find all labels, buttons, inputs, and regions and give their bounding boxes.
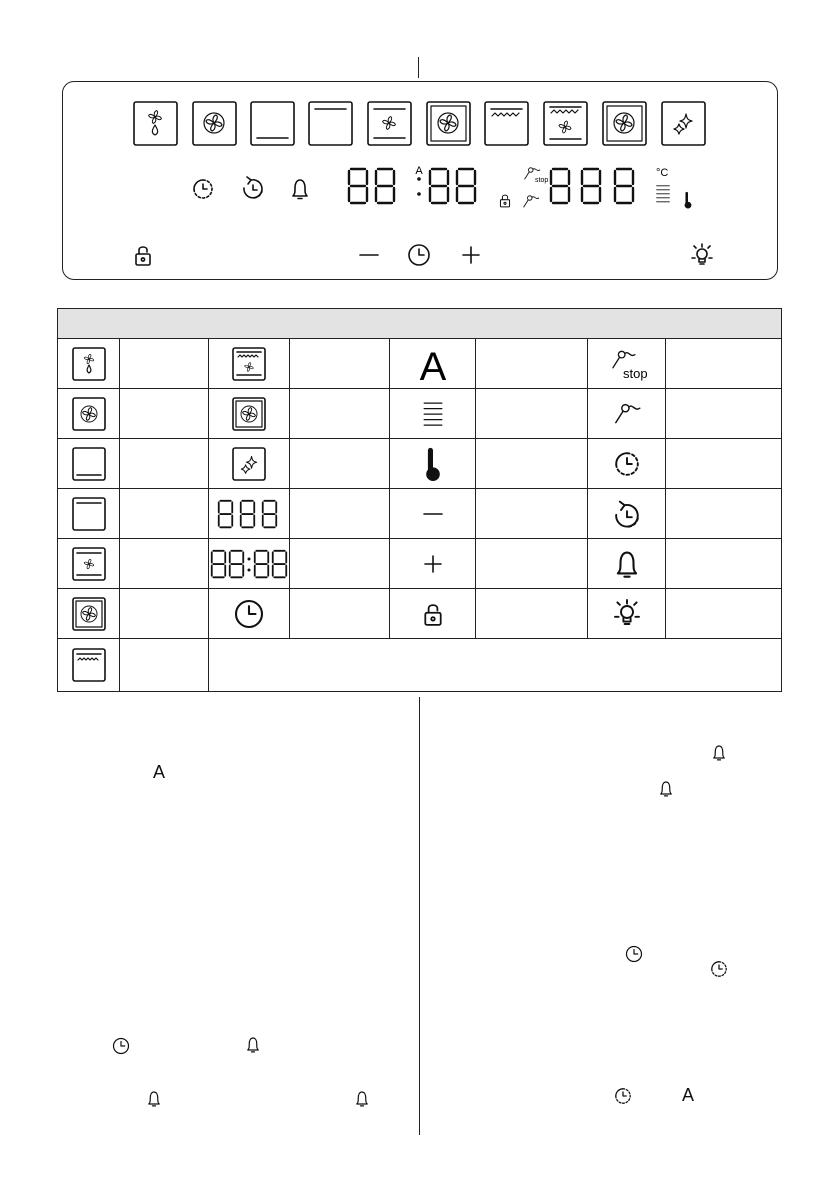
bell-icon bbox=[293, 180, 307, 199]
legend-desc bbox=[120, 439, 209, 489]
legend-desc bbox=[666, 439, 782, 489]
legend-desc bbox=[120, 389, 209, 439]
legend-desc bbox=[666, 589, 782, 639]
grill-icon[interactable] bbox=[485, 102, 528, 145]
fan-moist-icon[interactable] bbox=[134, 102, 177, 145]
inline-bell-icon bbox=[243, 1033, 263, 1057]
legend-desc bbox=[476, 539, 588, 589]
legend-note bbox=[209, 639, 782, 692]
legend-desc bbox=[666, 539, 782, 589]
inline-clock-icon bbox=[111, 1035, 131, 1057]
inline-bell-icon bbox=[352, 1087, 372, 1111]
probe-icon bbox=[524, 196, 539, 207]
legend-end-timer-icon bbox=[588, 489, 666, 539]
duration-timer-icon bbox=[194, 180, 212, 198]
small-lock-icon bbox=[500, 195, 509, 207]
clock-icon[interactable] bbox=[409, 245, 429, 265]
legend-desc bbox=[120, 339, 209, 389]
legend-header bbox=[58, 309, 782, 339]
legend-fan-moist-icon bbox=[58, 339, 120, 389]
legend-lock-icon bbox=[390, 589, 476, 639]
legend-desc bbox=[290, 539, 390, 589]
symbol-legend-table bbox=[57, 308, 781, 695]
level-bars-icon bbox=[657, 186, 670, 202]
legend-desc bbox=[476, 389, 588, 439]
legend-clock-icon bbox=[209, 589, 290, 639]
top-heat-icon[interactable] bbox=[309, 102, 352, 145]
legend-desc bbox=[290, 439, 390, 489]
bottom-heat-icon[interactable] bbox=[251, 102, 294, 145]
svg-text:stop: stop bbox=[622, 365, 648, 381]
inline-auto-letter: A bbox=[153, 762, 166, 782]
legend-desc bbox=[666, 489, 782, 539]
legend-desc bbox=[290, 489, 390, 539]
inline-duration-timer-icon bbox=[612, 1085, 634, 1107]
legend-fan-ring-heat-icon bbox=[209, 389, 290, 439]
inline-bell-icon bbox=[144, 1087, 164, 1111]
hot-air-icon[interactable] bbox=[193, 102, 236, 145]
legend-desc bbox=[476, 489, 588, 539]
fan-ring-icon[interactable] bbox=[427, 102, 470, 145]
legend-desc bbox=[476, 339, 588, 389]
panel-reference-line bbox=[418, 57, 419, 78]
legend-sparkle-clean-icon bbox=[209, 439, 290, 489]
legend-desc bbox=[290, 589, 390, 639]
legend-bell-icon bbox=[588, 539, 666, 589]
auto-marker: A bbox=[415, 165, 423, 177]
legend-probe-icon bbox=[588, 389, 666, 439]
legend-hot-air-icon bbox=[58, 389, 120, 439]
legend-desc bbox=[120, 639, 209, 692]
legend-fan-ring-icon bbox=[58, 589, 120, 639]
legend-grill-icon bbox=[58, 639, 120, 692]
control-panel-graphics bbox=[62, 81, 778, 280]
legend-duration-timer-icon bbox=[588, 439, 666, 489]
legend-desc bbox=[120, 539, 209, 589]
legend-top-heat-icon bbox=[58, 489, 120, 539]
legend-bottom-heat-icon bbox=[58, 439, 120, 489]
legend-thermometer-icon bbox=[390, 439, 476, 489]
legend-auto-letter bbox=[390, 339, 476, 389]
legend-desc bbox=[290, 389, 390, 439]
legend-minus-icon bbox=[390, 489, 476, 539]
legend-desc bbox=[666, 389, 782, 439]
probe-stop-label: stop bbox=[535, 177, 549, 184]
legend-desc bbox=[666, 339, 782, 389]
legend-desc bbox=[120, 589, 209, 639]
end-timer-icon bbox=[244, 177, 262, 198]
legend-plus-icon bbox=[390, 539, 476, 589]
fan-ring-heat-icon[interactable] bbox=[603, 102, 646, 145]
inline-bell-icon bbox=[656, 777, 676, 801]
legend-temp-digits bbox=[209, 489, 290, 539]
legend-probe-stop-icon bbox=[588, 339, 666, 389]
grill-fan-icon[interactable] bbox=[544, 102, 587, 145]
legend-grill-fan-icon bbox=[209, 339, 290, 389]
inline-bell-icon bbox=[709, 741, 729, 765]
legend-desc bbox=[120, 489, 209, 539]
legend-desc bbox=[290, 339, 390, 389]
inline-clock-icon bbox=[624, 943, 644, 965]
legend-fan-top-bottom-icon bbox=[58, 539, 120, 589]
temp-unit: °C bbox=[656, 167, 669, 179]
time-display bbox=[349, 169, 475, 203]
inline-duration-timer-icon bbox=[708, 958, 730, 980]
legend-desc bbox=[476, 589, 588, 639]
legend-desc bbox=[476, 439, 588, 489]
plus-icon[interactable] bbox=[463, 247, 479, 263]
svg-text:A: A bbox=[419, 344, 446, 384]
fan-top-bottom-icon[interactable] bbox=[368, 102, 411, 145]
temp-display bbox=[551, 169, 633, 203]
legend-lamp-icon bbox=[588, 589, 666, 639]
legend-level-bars-icon bbox=[390, 389, 476, 439]
thermometer-icon bbox=[685, 193, 692, 208]
inline-auto-letter: A bbox=[682, 1085, 695, 1105]
sparkle-clean-icon[interactable] bbox=[662, 102, 705, 145]
legend-time-digits bbox=[209, 539, 290, 589]
lamp-icon[interactable] bbox=[692, 244, 712, 264]
column-separator bbox=[419, 697, 420, 1135]
lock-icon[interactable] bbox=[136, 247, 150, 265]
